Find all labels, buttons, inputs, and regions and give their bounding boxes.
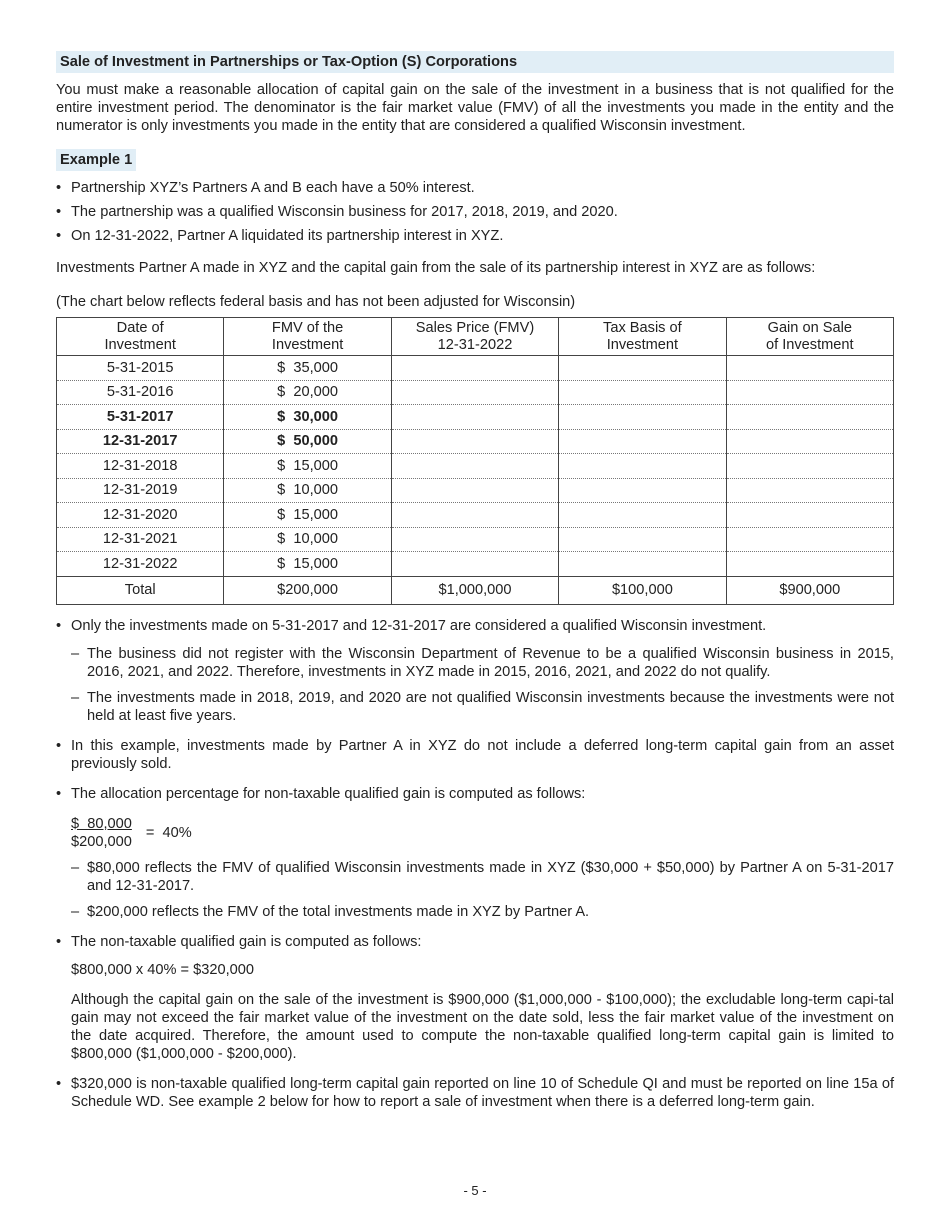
example-label: Example 1 — [56, 149, 136, 171]
empty-cell — [726, 380, 893, 405]
empty-cell — [726, 478, 893, 503]
table-row — [57, 454, 894, 479]
empty-cell — [559, 503, 726, 528]
column-header-line: FMV of the — [271, 319, 344, 336]
page-number: - 5 - — [463, 1183, 487, 1198]
empty-cell — [559, 478, 726, 503]
bullet: • The non-taxable qualified gain is computed as follows: — [56, 933, 894, 951]
table-row — [57, 552, 894, 577]
empty-cell — [391, 503, 558, 528]
column-header-line: of Investment — [765, 336, 854, 353]
fact-item: • On 12-31-2022, Partner A liquidated its partnership interest in XYZ. — [56, 227, 894, 245]
calc-explanation: Although the capital gain on the sale of the investment is $900,000 ($1,000,000 - $100,000); the excludable long-term capi-tal gain may not exceed the fair market value of the investment on the date sold, less the fair market value of the investment on the date acquired. Therefore, the amount used to compute the non-taxable qualified long-term capital gain is limited to $800,000 ($1,000,000 - $200,000). — [71, 991, 894, 1062]
column-header-line: 12-31-2022 — [437, 336, 513, 353]
bullet: • The allocation percentage for non-taxable qualified gain is computed as follows: — [56, 785, 894, 803]
empty-cell — [391, 478, 558, 503]
bullet: • In this example, investments made by Partner A in XYZ do not include a deferred long-term capital gain from an asset previously sold. — [56, 737, 894, 773]
table-row — [57, 503, 894, 528]
column-header-line: Sales Price (FMV) — [415, 319, 535, 336]
sub-bullet: – $80,000 reflects the FMV of qualified Wisconsin investments made in XYZ ($30,000 + $50,000) by Partner A on 5-31-2017 and 12-31-2017. — [56, 859, 894, 895]
column-header-line: Date of — [116, 319, 164, 336]
empty-cell — [391, 356, 558, 381]
sub-bullet: – The investments made in 2018, 2019, and 2020 are not qualified Wisconsin investments because the investments were not held at least five years. — [56, 689, 894, 725]
document-body — [56, 51, 894, 1117]
empty-cell — [559, 527, 726, 552]
facts-list — [56, 179, 894, 245]
empty-cell — [559, 552, 726, 577]
total-cell: $900,000 — [726, 576, 893, 604]
empty-cell — [391, 405, 558, 430]
empty-cell — [726, 503, 893, 528]
total-cell: $1,000,000 — [391, 576, 558, 604]
column-header — [559, 318, 726, 356]
column-header — [224, 318, 391, 356]
fmv-cell: $ 30,000 — [224, 405, 391, 430]
table-row — [57, 380, 894, 405]
total-cell: $100,000 — [559, 576, 726, 604]
table-note: (The chart below reflects federal basis and has not been adjusted for Wisconsin) — [56, 294, 576, 310]
lead-paragraph: Investments Partner A made in XYZ and the capital gain from the sale of its partnership interest in XYZ are as follows: — [56, 260, 816, 276]
bullet: • $320,000 is non-taxable qualified long-term capital gain reported on line 10 of Schedule QI and must be reported on line 15a of Schedule WD. See example 2 below for how to report a sale of investment when there is a deferred long-term gain. — [56, 1075, 894, 1111]
fact-item: • Partnership XYZ’s Partners A and B each have a 50% interest. — [56, 179, 894, 197]
empty-cell — [726, 429, 893, 454]
empty-cell — [391, 552, 558, 577]
column-header — [726, 318, 893, 356]
table-row — [57, 405, 894, 430]
empty-cell — [726, 405, 893, 430]
total-cell: Total — [57, 576, 224, 604]
allocation-fraction — [71, 815, 192, 851]
date-cell: 5-31-2017 — [57, 405, 224, 430]
date-cell: 12-31-2018 — [57, 454, 224, 479]
total-cell: $200,000 — [224, 576, 391, 604]
date-cell: 5-31-2015 — [57, 356, 224, 381]
fmv-cell: $ 35,000 — [224, 356, 391, 381]
column-header — [391, 318, 558, 356]
empty-cell — [391, 454, 558, 479]
sub-bullet: – The business did not register with the Wisconsin Department of Revenue to be a qualified Wisconsin business in 2015, 2016, 2021, and 2022. Therefore, investments in XYZ made in 2015, 2016, 2021, and 2022 do not qualify. — [56, 645, 894, 681]
empty-cell — [391, 527, 558, 552]
fmv-cell: $ 10,000 — [224, 527, 391, 552]
empty-cell — [726, 552, 893, 577]
table-row — [57, 478, 894, 503]
fmv-cell: $ 50,000 — [224, 429, 391, 454]
empty-cell — [559, 454, 726, 479]
fraction-denominator: $200,000 — [71, 833, 132, 850]
calc-line: $800,000 x 40% = $320,000 — [71, 961, 254, 978]
sub-bullet: – $200,000 reflects the FMV of the total investments made in XYZ by Partner A. — [56, 903, 894, 921]
date-cell: 12-31-2017 — [57, 429, 224, 454]
investments-table — [56, 317, 894, 605]
empty-cell — [559, 380, 726, 405]
date-cell: 12-31-2022 — [57, 552, 224, 577]
date-cell: 12-31-2020 — [57, 503, 224, 528]
column-header — [57, 318, 224, 356]
column-header-line: Investment — [271, 336, 344, 353]
section-heading: Sale of Investment in Partnerships or Tax-Option (S) Corporations — [56, 51, 894, 73]
intro-paragraph: You must make a reasonable allocation of capital gain on the sale of the investment in a business that is not qualified for the entire investment period. The denominator is the fair market value (FMV) of all the investments you made in the entity and the numerator is only investments you made in the entity that are considered a qualified Wisconsin investment. — [56, 82, 894, 134]
table-row — [57, 429, 894, 454]
empty-cell — [391, 429, 558, 454]
date-cell: 5-31-2016 — [57, 380, 224, 405]
fmv-cell: $ 10,000 — [224, 478, 391, 503]
empty-cell — [726, 356, 893, 381]
column-header-line: Gain on Sale — [767, 319, 852, 336]
explanation-list — [56, 617, 894, 1111]
empty-cell — [559, 405, 726, 430]
date-cell: 12-31-2021 — [57, 527, 224, 552]
bullet: • Only the investments made on 5-31-2017 and 12-31-2017 are considered a qualified Wisconsin investment. — [56, 617, 894, 635]
total-row — [57, 576, 894, 604]
empty-cell — [559, 356, 726, 381]
column-header-line: Investment — [104, 336, 176, 353]
empty-cell — [726, 527, 893, 552]
fmv-cell: $ 20,000 — [224, 380, 391, 405]
date-cell: 12-31-2019 — [57, 478, 224, 503]
empty-cell — [391, 380, 558, 405]
column-header-line: Tax Basis of — [603, 319, 682, 336]
empty-cell — [726, 454, 893, 479]
fmv-cell: $ 15,000 — [224, 552, 391, 577]
fraction-numerator: $ 80,000 — [71, 815, 132, 832]
empty-cell — [559, 429, 726, 454]
table-row — [57, 356, 894, 381]
column-header-line: Investment — [606, 336, 679, 353]
fmv-cell: $ 15,000 — [224, 503, 391, 528]
fact-item: • The partnership was a qualified Wisconsin business for 2017, 2018, 2019, and 2020. — [56, 203, 894, 221]
fmv-cell: $ 15,000 — [224, 454, 391, 479]
fraction-result: = 40% — [145, 824, 192, 841]
table-row — [57, 527, 894, 552]
